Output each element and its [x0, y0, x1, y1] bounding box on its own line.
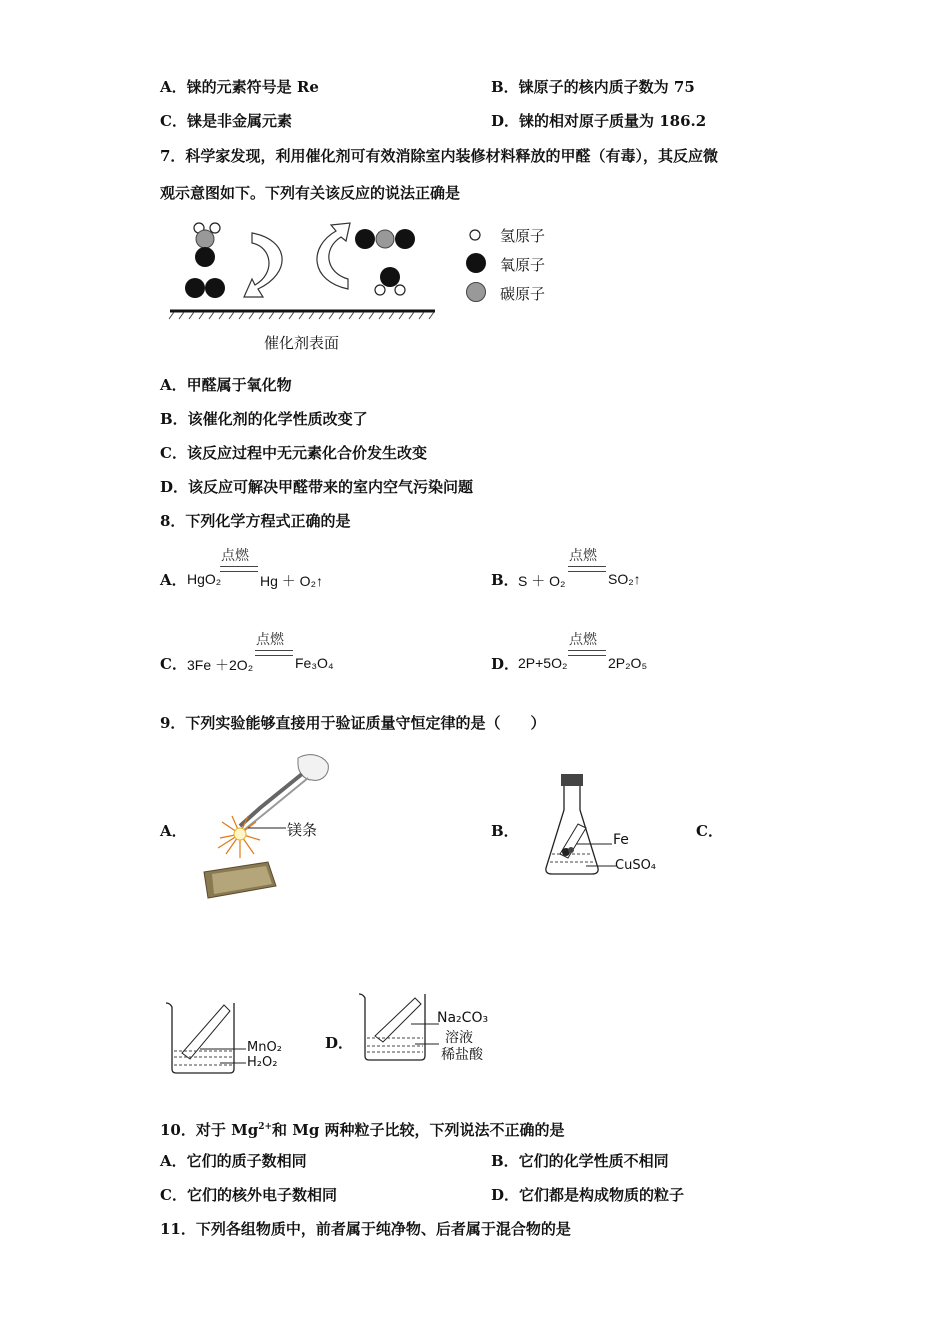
legend-hydrogen-icon: [467, 227, 483, 243]
cuso4-label: CuSO₄: [615, 858, 657, 873]
q8-b-condition: 点燃: [569, 548, 597, 564]
na2co3-label: Na₂CO₃: [437, 1010, 489, 1026]
q9-option-d: D．: [325, 1034, 354, 1052]
q8-d-label: D．: [491, 655, 520, 673]
q8-b-products: SO₂↑: [608, 571, 641, 587]
q8-d-condition: 点燃: [569, 632, 597, 648]
q8-a-equals: [220, 566, 258, 572]
q10-option-b: B．它们的化学性质不相同: [491, 1152, 669, 1170]
q9-option-b: B．: [491, 822, 519, 840]
q8-c-equals: [255, 650, 293, 656]
q10-option-c: C．它们的核外电子数相同: [160, 1186, 337, 1204]
legend-hydrogen-label: 氢原子: [500, 227, 546, 245]
legend-carbon-label: 碳原子: [500, 285, 546, 303]
q8-d-products: 2P₂O₅: [608, 655, 648, 671]
magnesium-burning-illustration: [190, 750, 340, 905]
q9-stem: 9．下列实验能够直接用于验证质量守恒定律的是（ ）: [160, 714, 546, 732]
q11-stem: 11．下列各组物质中，前者属于纯净物、后者属于混合物的是: [160, 1220, 571, 1238]
q10-option-a: A．它们的质子数相同: [160, 1152, 307, 1170]
magnesium-ribbon-label: 镁条: [287, 821, 318, 839]
q8-c-reactants: 3Fe ＋2O₂: [187, 657, 254, 673]
q8-d-equals: [568, 650, 606, 656]
q7-stem-line2: 观示意图如下。下列有关该反应的说法正确是: [160, 184, 461, 202]
mno2-label: MnO₂: [247, 1040, 282, 1055]
solution-label: 溶液: [445, 1030, 473, 1046]
q8-c-condition: 点燃: [256, 632, 284, 648]
legend-oxygen-label: 氧原子: [500, 256, 546, 274]
beaker-mno2-h2o2: [160, 995, 260, 1075]
q8-b-reactants: S ＋ O₂: [518, 573, 566, 589]
q6-option-b: B．铼原子的核内质子数为 75: [491, 78, 695, 96]
q6-option-a: A．铼的元素符号是 Re: [160, 78, 319, 96]
q8-d-reactants: 2P+5O₂: [518, 655, 568, 671]
catalyst-surface-label: 催化剂表面: [264, 334, 340, 352]
q6-option-c: C．铼是非金属元素: [160, 112, 292, 130]
legend-oxygen-icon: [465, 252, 487, 274]
q9-option-c: C．: [696, 822, 723, 840]
q9-option-a: A．: [160, 822, 187, 840]
q10-option-d: D．它们都是构成物质的粒子: [491, 1186, 685, 1204]
q8-a-products: Hg ＋ O₂↑: [260, 573, 323, 589]
q7-option-b: B．该催化剂的化学性质改变了: [160, 410, 368, 428]
q7-option-d: D．该反应可解决甲醛带来的室内空气污染问题: [160, 478, 474, 496]
legend-carbon-icon: [465, 281, 487, 303]
q7-stem-line1: 7．科学家发现，利用催化剂可有效消除室内装修材料释放的甲醛（有毒），其反应微: [160, 147, 718, 165]
dilute-hcl-label: 稀盐酸: [441, 1047, 483, 1063]
q8-a-reactants: HgO₂: [187, 571, 222, 587]
q8-a-condition: 点燃: [221, 548, 249, 564]
q6-option-d: D．铼的相对原子质量为 186.2: [491, 112, 707, 130]
q8-b-equals: [568, 566, 606, 572]
conical-flask-fe-cuso4: [540, 770, 620, 880]
q8-a-label: A．: [160, 571, 187, 589]
h2o2-label: H₂O₂: [247, 1055, 278, 1070]
q10-stem: 10．对于 $Mg^{2+}$和 Mg 两种粒子比较，下列说法不正确的是: [160, 1121, 565, 1139]
q7-option-a: A．甲醛属于氧化物: [160, 376, 292, 394]
q8-stem: 8．下列化学方程式正确的是: [160, 512, 351, 530]
catalyst-reaction-diagram: [160, 215, 460, 325]
q8-b-label: B．: [491, 571, 519, 589]
q7-option-c: C．该反应过程中无元素化合价发生改变: [160, 444, 427, 462]
fe-label: Fe: [613, 832, 629, 848]
q8-c-products: Fe₃O₄: [295, 655, 334, 671]
beaker-na2co3-hcl: [355, 988, 455, 1068]
q8-c-label: C．: [160, 655, 187, 673]
